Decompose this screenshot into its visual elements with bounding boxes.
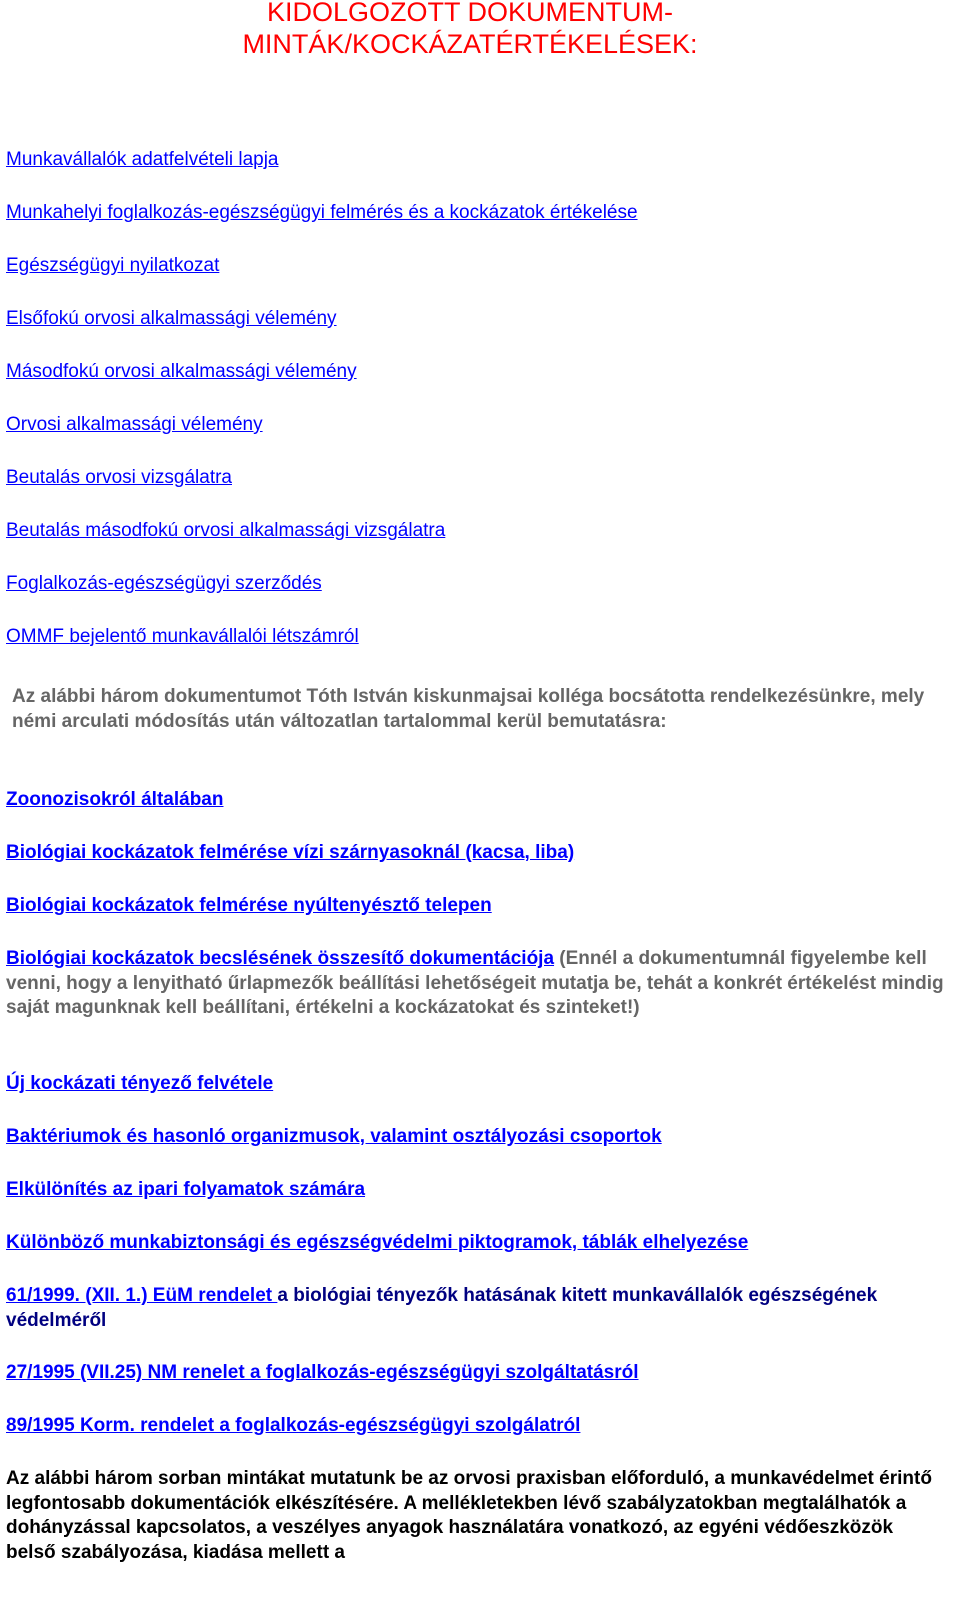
link-27-1995-rendelet[interactable]: 27/1995 (VII.25) NM renelet a foglalkozás-egészségügyi szolgáltatásról bbox=[6, 1362, 639, 1383]
link-uj-kockazati-tenyezo[interactable]: Új kockázati tényező felvétele bbox=[6, 1073, 274, 1094]
list-item bbox=[6, 254, 944, 279]
link-elkulonites[interactable]: Elkülönítés az ipari folyamatok számára bbox=[6, 1179, 366, 1200]
link-piktogramok[interactable]: Különböző munkabiztonsági és egészségvédelmi piktogramok, táblák elhelyezése bbox=[6, 1232, 749, 1253]
link-masodfoku-velemeny[interactable]: Másodfokú orvosi alkalmassági vélemény bbox=[6, 361, 357, 382]
link-munkahelyi-felmeres[interactable]: Munkahelyi foglalkozás-egészségügyi felmérés és a kockázatok értékelése bbox=[6, 202, 638, 223]
regulation-item bbox=[6, 1361, 944, 1386]
list-item bbox=[6, 466, 944, 491]
list-item bbox=[6, 307, 944, 332]
list-item bbox=[6, 625, 944, 650]
link-osszesito-dokumentacio[interactable]: Biológiai kockázatok becslésének összesítő dokumentációja bbox=[6, 948, 555, 969]
list-item bbox=[6, 148, 944, 173]
page-title bbox=[0, 0, 940, 60]
regulation-description: a biológiai tényezők hatásának kitett munkavállalók egészségének védelméről bbox=[6, 1285, 878, 1331]
summary-note: (Ennél a dokumentumnál figyelembe kell venni, hogy a lenyitható űrlapmezők beállítási lehetőségeit mutatja be, tehát a konkrét értékelést mindig saját magunknak kell beállítani, értékelni a kockázatokat és szinteket!) bbox=[6, 948, 944, 1018]
regulation-item bbox=[6, 1284, 944, 1333]
link-adatfelveteli-lap[interactable]: Munkavállalók adatfelvételi lapja bbox=[6, 149, 279, 170]
list-item bbox=[6, 519, 944, 544]
link-vizi-szarnyasok[interactable]: Biológiai kockázatok felmérése vízi szárnyasoknál (kacsa, liba) bbox=[6, 842, 575, 863]
link-nyultenyeszto[interactable]: Biológiai kockázatok felmérése nyúltenyésztő telepen bbox=[6, 895, 492, 916]
summary-paragraph bbox=[6, 947, 944, 1021]
link-orvosi-velemeny[interactable]: Orvosi alkalmassági vélemény bbox=[6, 414, 263, 435]
link-beutalas-masodfoku[interactable]: Beutalás másodfokú orvosi alkalmassági vizsgálatra bbox=[6, 520, 446, 541]
list-item bbox=[6, 572, 944, 597]
intro-paragraph: Az alábbi három dokumentumot Tóth István kiskunmajsai kolléga bocsátotta rendelkezésünkre, mely némi arculati módosítás után változatlan tartalommal kerül bemutatásra: bbox=[12, 686, 925, 732]
link-zoonozisok[interactable]: Zoonozisokról általában bbox=[6, 789, 224, 810]
list-item bbox=[6, 788, 944, 813]
link-beutalas-vizsgalatra[interactable]: Beutalás orvosi vizsgálatra bbox=[6, 467, 232, 488]
list-item bbox=[6, 1231, 944, 1256]
link-61-1999-rendelet[interactable]: 61/1999. (XII. 1.) EüM rendelet bbox=[6, 1285, 278, 1306]
link-szerzodes[interactable]: Foglalkozás-egészségügyi szerződés bbox=[6, 573, 322, 594]
link-89-1995-rendelet[interactable]: 89/1995 Korm. rendelet a foglalkozás-egészségügyi szolgálatról bbox=[6, 1415, 581, 1436]
list-item bbox=[6, 201, 944, 226]
link-elsofoku-velemeny[interactable]: Elsőfokú orvosi alkalmassági vélemény bbox=[6, 308, 337, 329]
regulation-item bbox=[6, 1414, 944, 1439]
closing-paragraph: Az alábbi három sorban mintákat mutatunk be az orvosi praxisban előforduló, a munkavédelmet érintő legfontosabb dokumentációk elkészítésére. A mellékletekben lévő szabályzatokban megtalálhatók a dohányzással kapcsolatos, a veszélyes anyagok használatára vonatkozó, az egyéni védőeszközök belső szabályozása, kiadása mellett a bbox=[6, 1468, 932, 1563]
page-title-line-2: MINTÁK/KOCKÁZATÉRTÉKELÉSEK: bbox=[242, 29, 698, 59]
list-item bbox=[6, 841, 944, 866]
list-item bbox=[6, 1072, 944, 1097]
list-item bbox=[6, 1178, 944, 1203]
list-item bbox=[6, 360, 944, 385]
list-item bbox=[6, 894, 944, 919]
page-title-line-1: KIDOLGOZOTT DOKUMENTUM- bbox=[266, 0, 673, 27]
link-ommf-bejelento[interactable]: OMMF bejelentő munkavállalói létszámról bbox=[6, 626, 359, 647]
link-bakteriumok[interactable]: Baktériumok és hasonló organizmusok, valamint osztályozási csoportok bbox=[6, 1126, 662, 1147]
link-egeszsegugyi-nyilatkozat[interactable]: Egészségügyi nyilatkozat bbox=[6, 255, 220, 276]
list-item bbox=[6, 1125, 944, 1150]
list-item bbox=[6, 413, 944, 438]
